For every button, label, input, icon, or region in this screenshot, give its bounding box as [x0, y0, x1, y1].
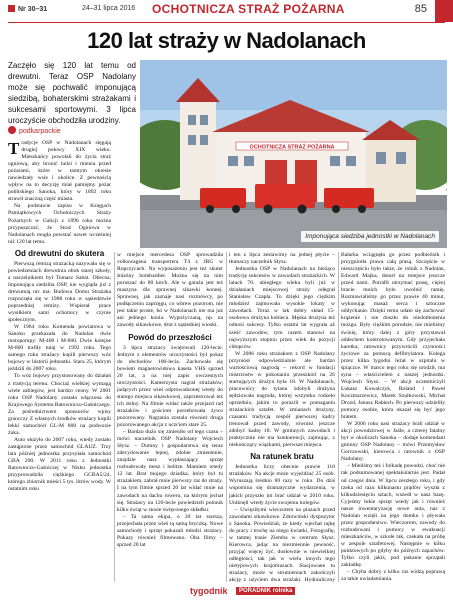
region-label: podkarpackie — [19, 128, 61, 135]
paragraph: – Ta sama ekipa, o 20 lat starsza, przejechała przez wieś tą samą bryczką. Nowe samochody i sprzęt pokazali młodzi strażacy. Pokazy również filmowano. Oba filmy – sprzed 20 lat — [117, 513, 223, 548]
building-sign: OCHOTNICZA STRAŻ POŻARNA — [249, 144, 335, 151]
page-header — [0, 0, 453, 22]
header-rule — [8, 22, 445, 23]
tygodnik-logo: tygodnik — [190, 586, 228, 596]
column-divider — [226, 252, 227, 582]
subheading: Na ratunek bratu — [250, 452, 314, 462]
page-tab-decoration — [435, 0, 453, 22]
issue-text: Nr 30–31 — [18, 6, 48, 13]
paragraph: Bałarka wciągnęła go przez podbieżnik i przygniotła prawa całą prasą. Szczęście w nieszczęściu było takie, że rolnik z Nadolan, Edward Majka, dotarł na miejsce jeszcze przed nami. Potrafił utrzymać prasę, ciężej bracie moich było uwolnić ramię. Rozmawialiśmy go przez prawie 40 minut, wykonując masaż serca i sztuczne oddychanie. Dzięki temu udało się zachować krążenie i nie doszło do niedotlenienia mózgu. Były ciężkim porodzie, nie mieliśmy świnię, który dalej z góry przystawał oddechem kontrolowanym. Gdy przyjechała karetka, ratownicy przywrócili czynności życiowe za pomocą defibrylatora. Kolega przez kilka tygodni leżał w szpitalu w śpiączce. W marcu tego roku się urodził, ma syna – właścicielem z naszej jednostki. Wojciech Słysz. – W akcji uczestniczyli Łukasz Kowalczyk, Roland i Paweł Koczmarzewicz, Marek Szulkowski, Michał Drozd, Janusz Rabiech. Po pierwszy udzieliły pomocy osobie, która okazał się być jego bratem. — [341, 252, 445, 421]
paragraph: – Chyba dobry z kilku raz widzą poprawą za takie uwiadamiania. — [341, 569, 445, 583]
region-tag — [8, 126, 61, 135]
article-headline: 120 lat straży w Nadolanach — [87, 28, 366, 53]
article-column-2 — [117, 252, 223, 584]
drop-cap: T — [8, 140, 20, 158]
section-title: OCHOTNICZA STRAŻ POŻARNA — [152, 2, 345, 16]
paragraph: W 1964 roku Komenda powiatowa w Sanoku przekazała do Nadolan dwie motopompy: M-400 i M-800. Dwie kolejne M-800 trafiły tutaj w 1992 roku. Tego samego roku strażacy kupili pierwszy wóz bojowy w historii jednostki. Stara 25, którym jeździli do 2007 roku. — [8, 324, 111, 373]
paragraph: radycje OSP w Nadolanach sięgają drugiej połowy XIX wieku. Mieszkańcy powołali do życia straż ogniową, aby bronić ludzi i mienia przed pożarami, które w tamtym okresie nawiedzały wsie i okolice. Z pewnością wpływ na to decyzję miał pamiętny pożar pobliskiego Sanoka, który w 1892 roku strawił znaczną część miasta. — [8, 140, 111, 203]
issue-marker-icon — [8, 5, 15, 12]
photo-caption: Imponująca siedziba jednostki w Nadolanach — [301, 231, 439, 242]
issue-number — [8, 5, 47, 13]
paragraph: Jednostka liczy obecnie prawie 110 strażaków. Na akcje może wyjeżdżać 25 osób. Wyruszają średnio 80 razy w roku. Do dziś wspomina się dramatyczne wydarzenia, w jakich przyszło im brać udział w 2010 roku. Uniknęli wtedy życie swojemu kolegów. — [229, 464, 335, 506]
paragraph: To wóz bojowy przystosowany do działań z tradycją terenu. Chociaż wielkiej wymagą wiele zabiegów, jest bardzo cenny. W 2001 roku OSP Nadolany została włączona do Krajowego Systemu Ratowniczo-Gaśniczego. Za pośrednictwem sponsorów wpisy grancczy Z własnych środków strażacy kupili lekki samochód GL-M 800 na podwozie żuka. — [8, 373, 111, 436]
paragraph: W 2006 roku strażakom z OSP Nadolany przyniósł odpowiedzialnie ale bardzo wartościową nagrodą – rekord w fundacji mistrzostw w pokonaniu przeszkód na 26 startujących drużyn była 18. W Nadolanach, pracownicy do tytanu zdobyli drużyna sędziowała nagroda, której wszystko rodzeło uprzednio, jakim to porazili w pomaganiu strażackich sztafet. W zmianach drużyny, czasami tradycją zespół pierwszej kadry trenował przed zawody, również jeszcze zdobyć kadrę 18. W gminnych zawodach i praktycznie nie ma konkurencji, zajmując, z niekończący wiązkami, pierwsze miejsca. — [229, 350, 335, 449]
paragraph: 3 lipca strażacy świętowali 120-lecie. Jednym z elementów uroczystości był pokaz do obchodów 100-lecia. Zachowała się bowiem magnetowidowa kaseta VHS sprzed 20 lat, a na niej zapis owczesnych uroczystości. Kamerzysta nagrał strażaków, jadących przez wieś odprowadzonej wtedy do starego miejsca sikawkowej, zaprzestrowal też ich dolny. Na filmie widać także przejazd rad strażaków i gościom porzebowała żywo pozorowany. Nagrania zostala również druga pozorowanego akcja z uczciem stare 25. — [117, 344, 223, 429]
page-number: 85 — [414, 3, 427, 15]
region-icon — [8, 126, 16, 134]
subheading: Powód do przeszłości — [128, 332, 212, 342]
subheading: Od drewutni do skutera — [14, 248, 105, 258]
article-column-1 — [8, 140, 111, 584]
column-divider — [114, 252, 115, 582]
article-column-3 — [229, 252, 335, 584]
article-column-4 — [341, 252, 445, 584]
paragraph: – Bardzo dużo się zmieniło od tego czasu – mówi naczelnik OSP Nadolany Wojciech Słysz. – Dumny i gospodarstwa się teraz zdecydowanie lepiej, zdolne zmienienie, znajdzie nasz wypłaszający sprzęt rozbudowały mesz i helitze. Mamiem wtedy 12 lat. Brat mojego dziadka, który był tu strażakiem, zabrał mnie pierwszy raz do straży. I na tym filmie sprzed 20 lat widać mnie na zawodach na dachu roweru, na którym jechał się. Strażacy na 120-lecie powiedzieli pomnik kilku świąt w stosie święconego składku. — [117, 429, 223, 513]
page-footer — [0, 584, 453, 600]
article-lead: Zaczęło się 120 lat temu od drewutni. Teraz OSP Nadolany może się pochwalić imponującą siedzibą, bohaterskimi strażakami i sukcesami sportowymi. 3 lipca uroczyście obchodziła urodziny. — [8, 61, 136, 125]
paragraph: w miejsce mercedesa OSP sprowadziła volkswagena transportera T4 z JRG w Ropczycach. Na wyposażeniu jest też skuter śnieżny bombardier. Można się na nim poruszać do 80 km/h. Ale w garażu jest też maszyna dla sprawnej sikawki konnej. Sprawnej, jak zaznaje nasi rozmówcy, po podłączeniu zaprzęgu, co wbrew pozorom, nie jest takie proste, bo w Nadolanach nie ma już ani jednego konia. Wypożyczaną, np. na zawody sikawkowe, drut z sąsiedniej wioski. — [117, 252, 223, 329]
column-divider — [338, 252, 339, 582]
paragraph: – Uwięziłymi wieczorem na plazach przed zawodami sikawkowe. Zdrowiński dyspozytor z Sanoka. Powiedział, że kiedy wjechał tajkę do pracy i trochę na niego kwiatki, Fotografię, w tamtej trasie Ziemba w centrum Słysz. Kierowca, jadąc na niezmiennie pewność, przyjąć więcej żyć, dosłownie w niewielkiej odległości, tak jak w wielu innych tego nietypowych krajobrazach. Stacjowane tu strażacy, może w strumieniach zakończyli akcję z użyciem dwa strażaki. Hydrauliczny — [229, 506, 335, 584]
paragraph: Jednostka OSP w Nadolanach na bieżąco tradycję sukcesów w zawodach strażackich. W latach 70. ubiegłego wieku byli już w działaniach miejscowej straży odegrał Stanisław Czapla. To dzięki jego ciężkim młodzież zajmowała wysokie lokaty w zawodach. Teraz w tak dobry skład 15-osobowa drużyna kobieca. Męska drużyna też odnosi sukcesy. Tylko ostatni lat wygrała aż sześć zawodów, tym razem stanowi na najwyższym stopniu przez wiek do pozycji chłopców. — [229, 266, 335, 350]
paragraph: Na podstawie zapisu w Księgach Pamiątkowych Ochotniczych Straży Pożarnych w Galicji z 1896 roku można przypuszczać, że Straż Ogniowa w Nadolanach mogła powstać nawet wcześniej niż 120 lat temu. — [8, 203, 111, 245]
fire-station-image — [140, 60, 447, 248]
photo-credit — [446, 160, 447, 191]
poradnik-rolnika-logo: PORADNIK rolnika — [236, 587, 295, 595]
fire-station-photo — [140, 60, 447, 248]
issue-date: 24–31 lipca 2016 — [82, 5, 136, 12]
paragraph: Auto służyło do 2007 roku, wtedy zostało zastąpione przez samochód GLAUZ. Trzy lata później jednostka przysyłała samochód GBA 290. W 2011 roku z Jednostki Ratowniczo-Gaśniczej w Nisku jednostka przyprowadziła ciężkiego GCBA5/24, którego zbiornik mieści 5 tys. litrów wody. W ostatnim roku — [8, 436, 111, 493]
paragraph: – Mieliśmy też i folkadę powodzi, choć nie tak podsumowanej spektakularnie jest. Padał od czegoś dnia. W lipcu zeszłego roku, i gdy rzeka od razu kilkunastu prądów wyszła z kilkudziesięciu sztach, wszedł w nasz bazę. Cyjeśmy łukie sprzęt wtedy jak i również nasze inwentaryzację nowe auta, nas z Nadolan wzięli na jego domku i pływała przez gospodarstwo. Wieczorem, zawody do rozbudowani i pomocy w ewakuacji mieszkańców, w szkole tak, czekała na próbę w zespole sztafetowej. Następnie w kilku punktowych po gdyby do późnych zapachów. Tylko czyli jakiś, pod pukanie sprzątali zakładkę. — [341, 463, 445, 569]
paragraph: W 2006 roku nasi strażacy brali udział w akcji powodziowej w Jaśle, a czterej fatalny był w okolicach Sanoka – dodaje komendant gminny OSP Nadolany – mówi Przemysław Gorczowski, kierowca i ratownik z OSP Nadolany. — [341, 421, 445, 463]
paragraph: Pierwszą remizą strażacką nazywała się w powiedzeniach drewutnia obok starej szkoły, a naczelnikiem był Tomasz Sabat. Obecna, imponująca siedziba OSP, nie wygląda już z drewutnią nic ma. Budowa Domu Strażaka rozpoczęła się w 1988 roku w sąsiedztwie poprzedniej remizy. Wspierał prace wysiłkiem sami ochotnicy w czynie społecznym. — [8, 260, 111, 324]
paragraph: i ten z lipca zestawimy na jednej płycie – tłumaczy naczelnik Słysz. — [229, 252, 335, 266]
